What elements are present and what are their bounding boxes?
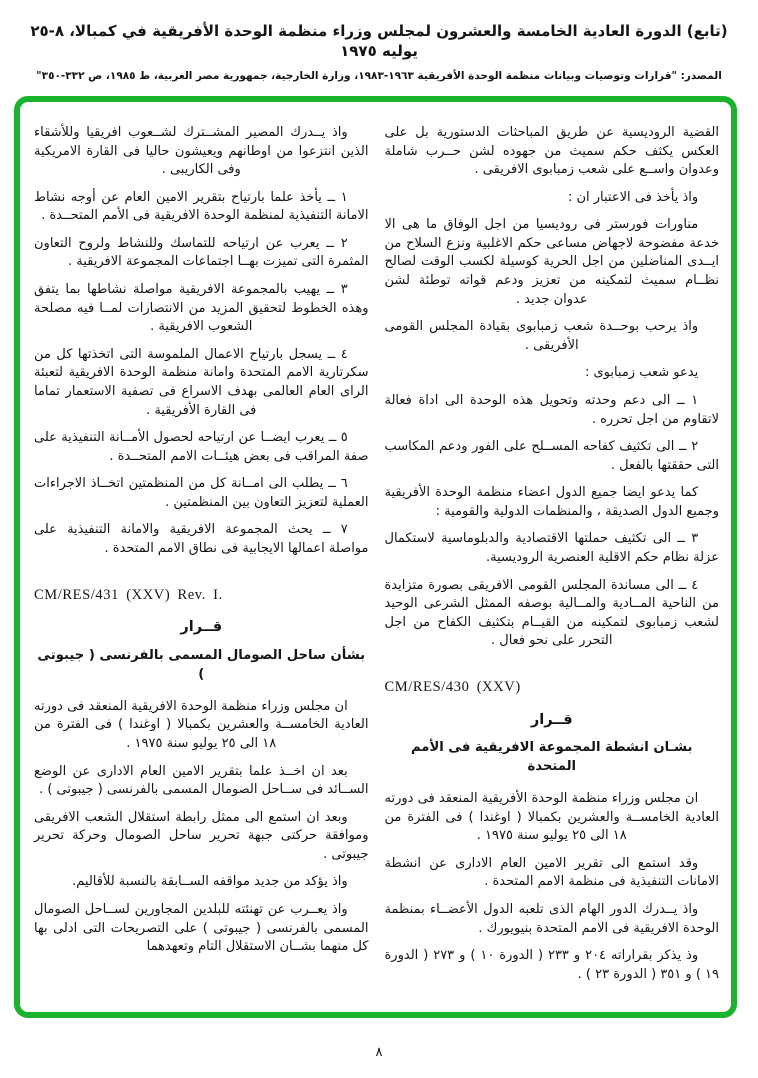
green-content-frame bbox=[14, 96, 737, 1018]
paragraph-council-session: ان مجلس وزراء منظمة الوحدة الأفريقية المنعقد فى دورته العادية الخامســة والعشرين بكمبالا ( اوغندا ) فى الفترة من ١٨ الى ٢٥ يوليو سنة ١٩٧٥ . bbox=[384, 791, 719, 844]
document-source-line: المصدر: "قرارات وتوصيات وبيانات منظمة الوحدة الأفريقية ١٩٦٣-١٩٨٣، وزارة الخارجية، جمهورية مصر العربية، ط ١٩٨٥، ص ٣٣٢-٣٥٠" bbox=[36, 70, 722, 82]
page-header bbox=[0, 22, 758, 84]
paragraph-recognizing-role: واذ يــدرك الدور الهام الذى تلعبه الدول الأعضــاء بمنظمة الوحدة الافريقية فى الامم المتحدة بنيويورك . bbox=[384, 901, 719, 936]
paragraph-council-session: ان مجلس وزراء منظمة الوحدة الافريقية المنعقد فى دورته العادية الخامســة والعشرين بكمبالا ( اوغندا ) فى الفترة من ١٨ الى ٢٥ يوليو سنة ١٩٧٥ . bbox=[34, 698, 369, 751]
resolution-430-subject: بشـان انشطة المجموعة الافريقية فى الأمم المتحدة bbox=[410, 740, 693, 775]
paragraph-noted-report: بعد ان اخــذ علما بتقرير الامين العام الادارى عن الوضع الســائد فى ســاحل الصومال المسمى بالفرنسى ( جيبوتى ) . bbox=[34, 763, 369, 798]
page-number: ٨ bbox=[375, 1045, 383, 1060]
paragraph-heard-report: وقد استمع الى تقرير الامين العام الادارى عن انشطة الامانات التنفيذية فى منظمة الامم المتحدة . bbox=[384, 855, 719, 890]
numbered-item-3: ٣ ــ الى تكثيف حملتها الاقتصادية والدبلوماسية لاستكمال عزلة نظام حكم الاقلية العنصرية الروديسية. bbox=[384, 531, 719, 565]
numbered-item-6: ٦ ــ يطلب الى امــانة كل من المنظمتين اتخــاذ الاجراءات العملية لتعزيز التعاون بين المنظمتين . bbox=[34, 476, 369, 510]
paragraph-considering: واذ يأخذ فى الاعتبار ان : bbox=[567, 189, 699, 205]
paragraph-vorster-maneuvers: مناورات فورستر فى روديسيا من اجل الوفاق ما هى الا خدعة مفضوحة لاجهاض مساعى حكم الاغلبية ونزع السلاح من ايــدى المناضلين من اجل الحرية كوسيلة لكسب الوقت لصالح نظــام سميث لتمكينه من تعزيز ودعم قواته توطئة لشن عدوان جديد . bbox=[384, 217, 719, 307]
numbered-item-2: ٢ ــ يعرب عن ارتياحه للتماسك وللنشاط ولروح التعاون المثمرة التى تميزت بهــا اجتماعات المجموعة الافريقية . bbox=[34, 235, 369, 270]
numbered-item-3: ٣ ــ يهيب بالمجموعة الافريقية مواصلة نشاطها بما يتفق وهذه الخطوط لتحقيق المزيد من الانتصارات لمــا فيه مصلحة الشعوب الافريقية . bbox=[34, 282, 369, 335]
paragraph-congratulating-neighbours: واذ يعــرب عن تهنئته للبلدين المجاورين لســاحل الصومال المسمى بالفرنسى ( جيبوتى ) على التصريحات التى ادلى بها كل منهما بشــان الاستقلال التام وتعهدهما bbox=[34, 901, 369, 955]
document-title: (تابع) الدورة العادية الخامسة والعشرون لمجلس وزراء منظمة الوحدة الأفريقية في كمبالا، ٨-٢٥ يوليه ١٩٧٥ bbox=[30, 22, 728, 60]
column-right bbox=[385, 124, 720, 1004]
paragraph-reaffirming-positions: واذ يؤكد من جديد مواقفه الســابقة بالنسبة للأقاليم. bbox=[72, 874, 348, 890]
paragraph-calls-zimbabwe-people: يدعو شعب زمبابوى : bbox=[584, 365, 699, 381]
paragraph-heard-liberation-movements: وبعد ان استمع الى ممثل رابطة استقلال الشعب الافريقى وموافقة حركتى جبهة تحرير ساحل الصومال وحركة تحرير جيبوتى . bbox=[34, 809, 369, 862]
numbered-item-4: ٤ ــ الى مساندة المجلس القومى الافريقى بصورة متزايدة من الناحية المــادية والمــالية بوصفه الممثل الشرعى الوحيد لشعب زمبابوى لتمكينه من القيــام بتكثيف الكفاح من اجل التحرر على نحو فعال . bbox=[384, 577, 719, 649]
numbered-item-1: ١ ــ يأخذ علما بارتياح بتقرير الامين العام عن أوجه نشاط الامانة التنفيذية لمنظمة الوحدة الافريقية فى الأمم المتحــدة . bbox=[34, 189, 369, 224]
numbered-item-1: ١ ــ الى دعم وحدته وتحويل هذه الوحدة الى اداة فعالة لاتقاوم من اجل تحرره . bbox=[384, 392, 719, 427]
two-column-layout bbox=[34, 124, 719, 1004]
resolution-code-431: CM/RES/431 (XXV) Rev. I. bbox=[34, 586, 223, 603]
paragraph-recalling-resolutions: وذ يذكر بقراراته ٢٠٤ و ٢٣٣ ( الدورة ١٠ ) و ٢٧٣ ( الدورة ١٩ ) و ٣٥١ ( الدورة ٢٣ ) . bbox=[384, 948, 719, 982]
paragraph-common-destiny: واذ يــدرك المصير المشــترك لشــعوب افريقيا وللأشقاء الذين انتزعوا من اوطانهم ويعيشون حاليا فى القارة الامريكية وفى الكاريبى . bbox=[34, 125, 369, 178]
resolution-431-heading: قــرار bbox=[180, 619, 223, 636]
resolution-431-subject: بشأن ساحل الصومال المسمى بالفرنسى ( جيبوتى ) bbox=[37, 648, 366, 682]
paragraph-welcomes-unity: واذ يرحب بوحــدة شعب زمبابوى بقيادة المجلس القومى الأفريقى . bbox=[384, 319, 699, 353]
numbered-item-2: ٢ ــ الى تكثيف كفاحه المســلح على الفور ودعم المكاسب التى حققتها بالفعل . bbox=[384, 439, 719, 473]
paragraph-rhodesia-continuation: القضية الروديسية عن طريق المباحثات الدستورية بل على العكس يكثف حكم سميث من جهوده لشن حــرب شاملة وعدوان واســع على شعب زمبابوى الافريقى . bbox=[384, 125, 719, 178]
numbered-item-5: ٥ ــ يعرب ايضــا عن ارتياحه لحصول الأمــانة التنفيذية على صفة المراقب فى بعض هيئــات الامم المتحــدة . bbox=[34, 430, 369, 464]
resolution-430-heading: قــرار bbox=[530, 711, 573, 728]
numbered-item-4: ٤ ــ يسجل بارتياح الاعمال الملموسة التى اتخذتها كل من سكرتارية الامم المتحدة وامانة منظمة الوحدة الافريقية لتعبئة الراى العام العالمى بهدف الاسراع فى تصفية الاستعمار تماما فى القارة الأفريقية . bbox=[34, 346, 369, 418]
resolution-code-430: CM/RES/430 (XXV) bbox=[384, 678, 521, 695]
paragraph-calls-member-states: كما يدعو ايضا جميع الدول اعضاء منظمة الوحدة الأفريقية وجميع الدول الصديقة ، والمنظمات الدولية والقومية : bbox=[384, 485, 719, 519]
column-left bbox=[34, 124, 369, 1004]
numbered-item-7: ٧ ــ يحث المجموعة الافريقية والامانة التنفيذية على مواصلة اعمالها الايجابية فى نطاق الامم المتحدة . bbox=[34, 522, 369, 556]
